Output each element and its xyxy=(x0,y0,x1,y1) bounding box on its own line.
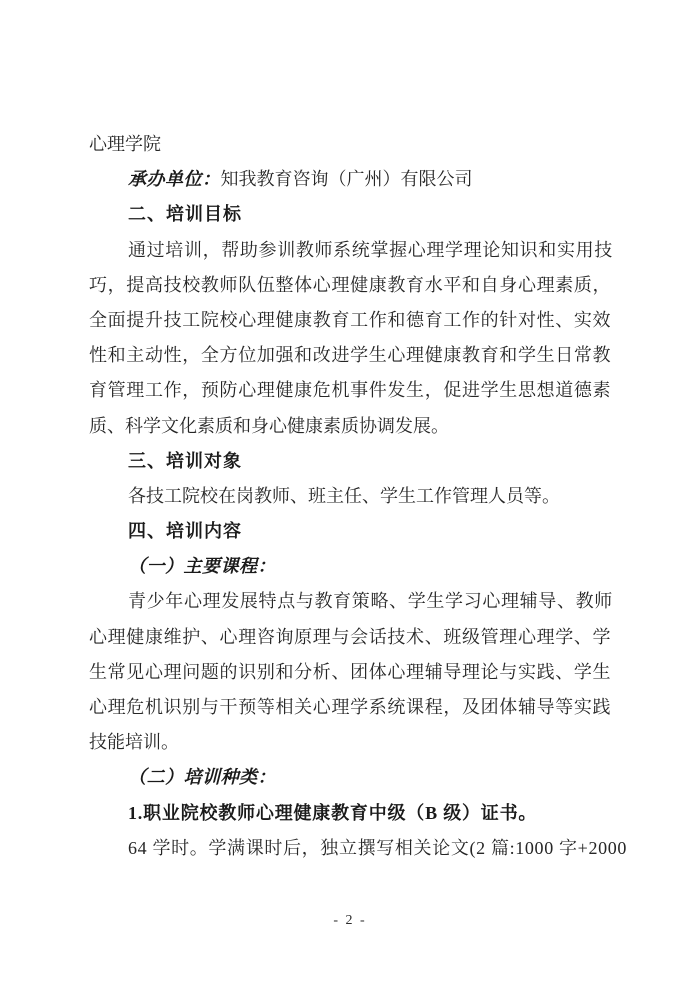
organizer-line xyxy=(89,162,611,197)
para-main-courses-line-2: 心理健康维护、心理咨询原理与会话技术、班级管理心理学、学 xyxy=(89,626,612,647)
continuation-line: 心理学院 xyxy=(89,134,161,154)
heading-section-3-training-targets: 三、培训对象 xyxy=(128,450,242,471)
para-main-courses-line-4: 心理危机识别与干预等相关心理学系统课程，及团体辅导等实践 xyxy=(89,697,612,717)
para-training-goals-line-5: 育管理工作，预防心理健康危机事件发生，促进学生思想道德素 xyxy=(89,380,612,401)
para-training-goals-line-1: 通过培训，帮助参训教师系统掌握心理学理论知识和实用技 xyxy=(128,239,613,260)
para-training-goals-line-6: 质、科学文化素质和身心健康素质协调发展。 xyxy=(89,415,449,436)
para-training-goals-line-2: 巧，提高技校教师队伍整体心理健康教育水平和自身心理素质， xyxy=(89,274,612,295)
para-training-targets-line: 各技工院校在岗教师、班主任、学生工作管理人员等。 xyxy=(128,485,560,506)
para-main-courses-line-3: 生常见心理问题的识别和分析、团体心理辅导理论与实践、学生 xyxy=(89,661,612,682)
para-main-courses-line-5: 技能培训。 xyxy=(89,732,179,753)
heading-section-2-training-goals: 二、培训目标 xyxy=(128,204,242,225)
document-body xyxy=(89,127,628,866)
subheading-training-types: （二）培训种类： xyxy=(128,767,276,788)
para-training-goals-line-4: 性和主动性，全方位加强和改进学生心理健康教育和学生日常教 xyxy=(89,345,612,366)
subheading-main-courses: （一）主要课程： xyxy=(128,556,276,577)
organizer-value: 知我教育咨询（广州）有限公司 xyxy=(220,169,473,190)
para-certificate-b-line-1: 64 学时。学满课时后，独立撰写相关论文(2 篇:1000 字+2000 xyxy=(128,837,628,858)
page-number: - 2 - xyxy=(333,913,367,928)
organizer-label: 承办单位： xyxy=(128,169,221,190)
heading-section-4-training-content: 四、培训内容 xyxy=(128,521,242,542)
para-main-courses-line-1: 青少年心理发展特点与教育策略、学生学习心理辅导、教师 xyxy=(128,591,613,612)
item-certificate-b-title: 1.职业院校教师心理健康教育中级（B 级）证书。 xyxy=(128,802,538,823)
para-training-goals-line-3: 全面提升技工院校心理健康教育工作和德育工作的针对性、实效 xyxy=(89,309,612,330)
